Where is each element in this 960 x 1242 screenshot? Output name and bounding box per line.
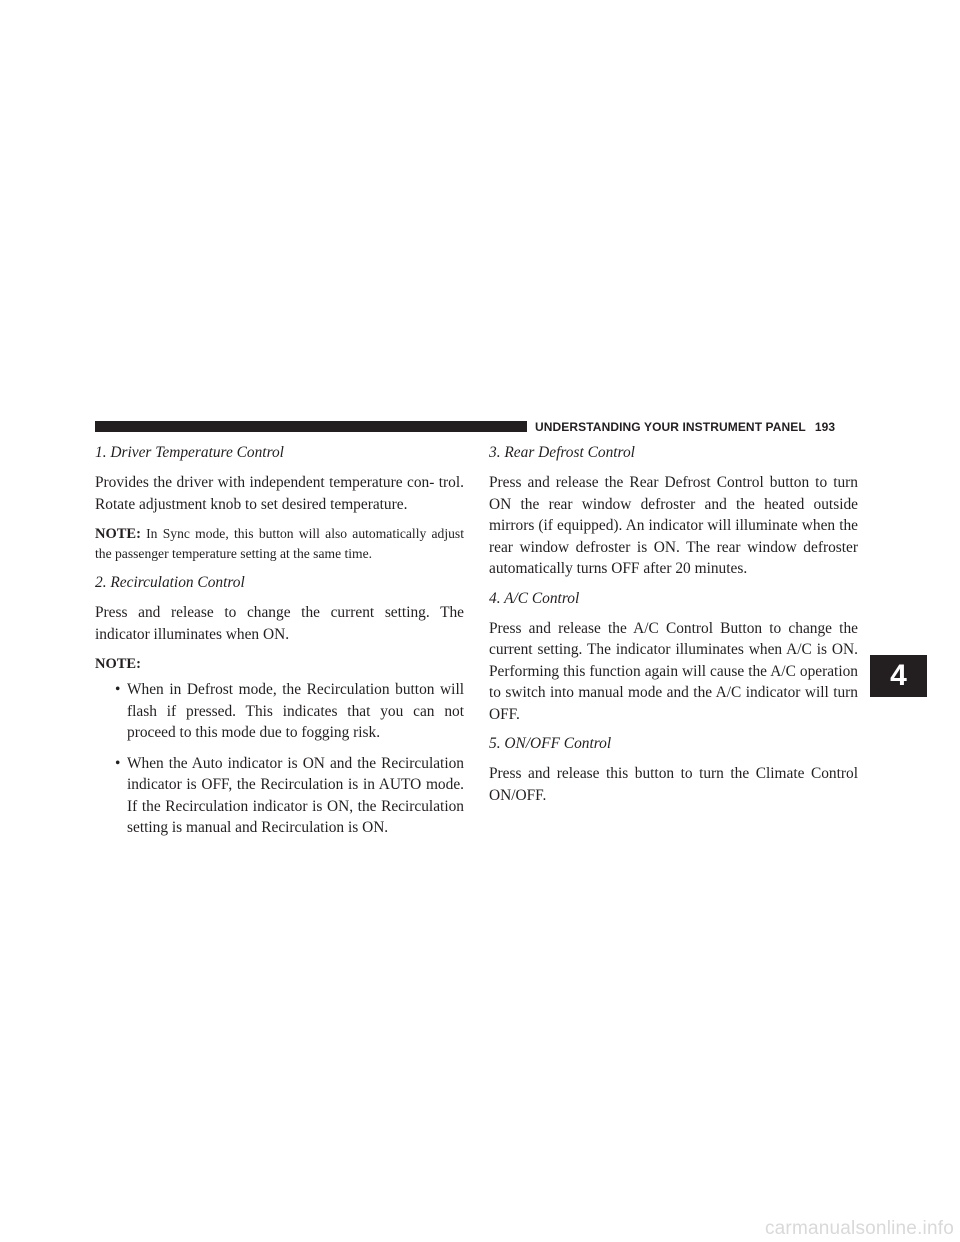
note-sync-mode: [95, 524, 464, 564]
left-column: [95, 443, 464, 848]
bullet-icon: •: [115, 681, 121, 698]
bullet-text: When the Auto indicator is ON and the Recirculation indicator is OFF, the Recirculation is in AUTO mode. If the Recirculation indicator is ON, the Recirculation setting is manual and Recirculation is ON.: [127, 754, 464, 836]
section-body-on-off: Press and release this button to turn the Climate Control ON/OFF.: [489, 765, 858, 804]
section-body-recirculation: Press and release to change the current setting. The indicator illuminates when ON.: [95, 604, 464, 643]
watermark-link[interactable]: carmanualsonline.info: [764, 1218, 954, 1239]
right-column: [489, 443, 858, 815]
section-body-ac-control: Press and release the A/C Control Button to change the current setting. The indicator illuminates when A/C is ON. Performing this function again will cause the A/C operation to switch into manual mode and the A/C indicator will turn OFF.: [489, 619, 858, 723]
page-header: [535, 419, 835, 435]
page-number: 193: [814, 420, 836, 434]
note-bullet-list: [95, 679, 464, 839]
note-label: NOTE:: [95, 526, 141, 542]
note-label: NOTE:: [95, 656, 141, 672]
section-heading-recirculation: 2. Recirculation Control: [95, 574, 245, 591]
note-text: In Sync mode, this button will also automatically adjust the passenger temperature setting at the same time.: [95, 526, 464, 561]
bullet-text: When in Defrost mode, the Recirculation button will flash if pressed. This indicates that you can not proceed to this mode due to fogging risk.: [127, 681, 464, 741]
header-title: UNDERSTANDING YOUR INSTRUMENT PANEL: [535, 420, 806, 434]
section-body-rear-defrost: Press and release the Rear Defrost Control button to turn ON the rear window defroster and the heated outside mirrors (if equipped). An indicator will illuminate when the rear window defroster is ON. The rear window defroster automatically turns OFF after 20 minutes.: [489, 474, 858, 577]
header-rule: [95, 421, 527, 432]
bullet-icon: •: [115, 754, 121, 772]
list-item: [115, 753, 464, 839]
chapter-tab: 4: [870, 655, 927, 697]
section-heading-on-off: 5. ON/OFF Control: [489, 735, 612, 752]
section-body-driver-temperature: Provides the driver with independent temperature con- trol. Rotate adjustment knob to set desired temperature.: [95, 474, 464, 513]
list-item: [115, 679, 464, 744]
section-heading-rear-defrost: 3. Rear Defrost Control: [489, 444, 635, 461]
section-heading-driver-temperature: 1. Driver Temperature Control: [95, 444, 284, 461]
section-heading-ac-control: 4. A/C Control: [489, 589, 580, 607]
